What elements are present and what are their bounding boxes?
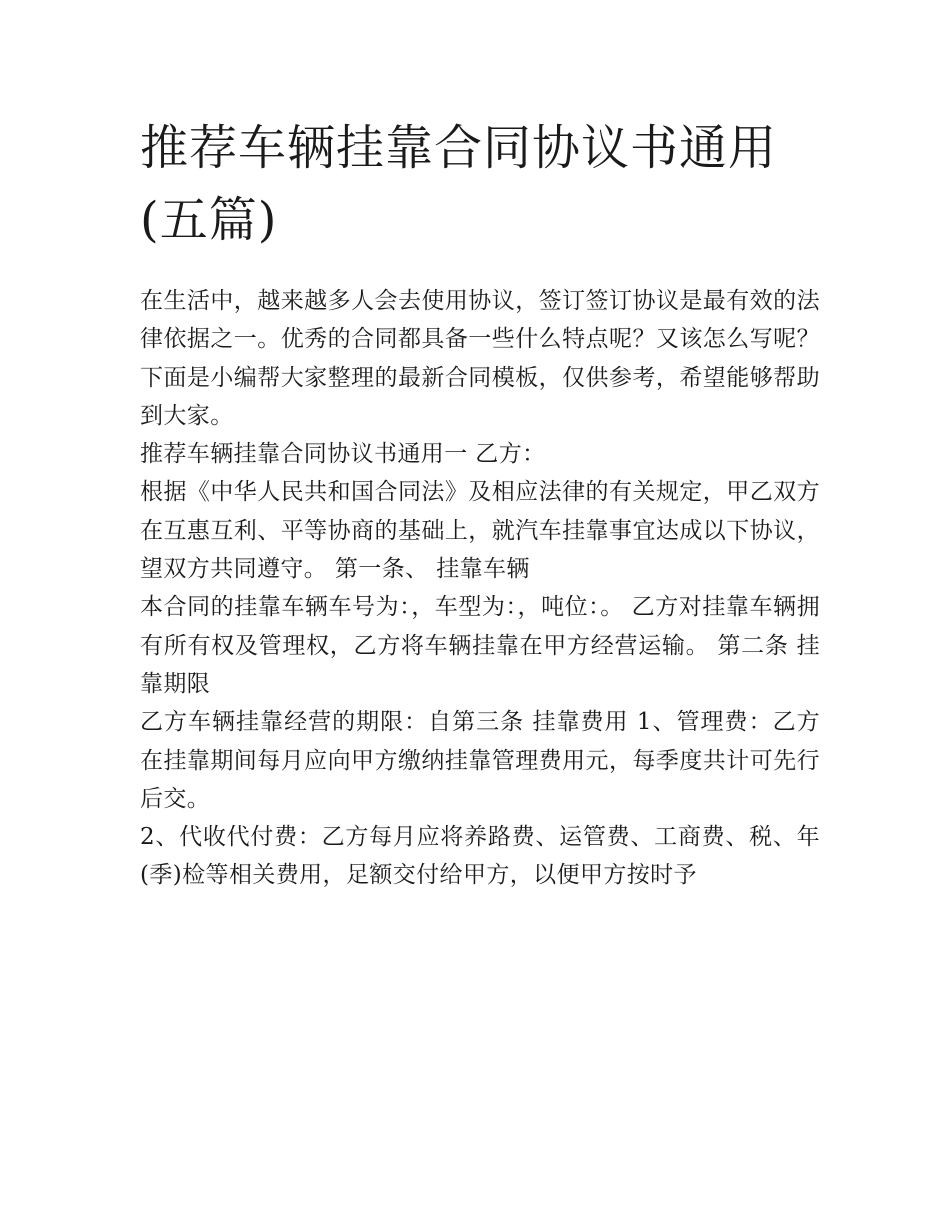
document-title: 推荐车辆挂靠合同协议书通用(五篇): [140, 120, 778, 248]
paragraph-intro: 在生活中，越来越多人会去使用协议，签订签订协议是最有效的法律依据之一。优秀的合同都具备一些什么特点呢？又该怎么写呢？下面是小编帮大家整理的最新合同模板，仅供参考，希望能够帮助到大家。: [140, 288, 820, 429]
paragraph-preamble: 根据《中华人民共和国合同法》及相应法律的有关规定，甲乙双方在互惠互利、平等协商的基础上，就汽车挂靠事宜达成以下协议，望双方共同遵守。 第一条、 挂靠车辆: [140, 479, 820, 583]
paragraph-term-fees: 乙方车辆挂靠经营的期限：自第三条 挂靠费用 1、管理费：乙方在挂靠期间每月应向甲方缴纳挂靠管理费用元，每季度共计可先行后交。: [140, 709, 820, 812]
paragraph-collection-fees: 2、代收代付费：乙方每月应将养路费、运管费、工商费、税、年(季)检等相关费用，足额交付给甲方，以便甲方按时予: [140, 824, 820, 889]
document-body: [140, 282, 820, 895]
paragraph-section-heading: 推荐车辆挂靠合同协议书通用一 乙方：: [140, 441, 546, 468]
paragraph-vehicle: 本合同的挂靠车辆车号为：，车型为：，吨位：。 乙方对挂靠车辆拥有所有权及管理权，乙方将车辆挂靠在甲方经营运输。 第二条 挂靠期限: [140, 594, 820, 697]
